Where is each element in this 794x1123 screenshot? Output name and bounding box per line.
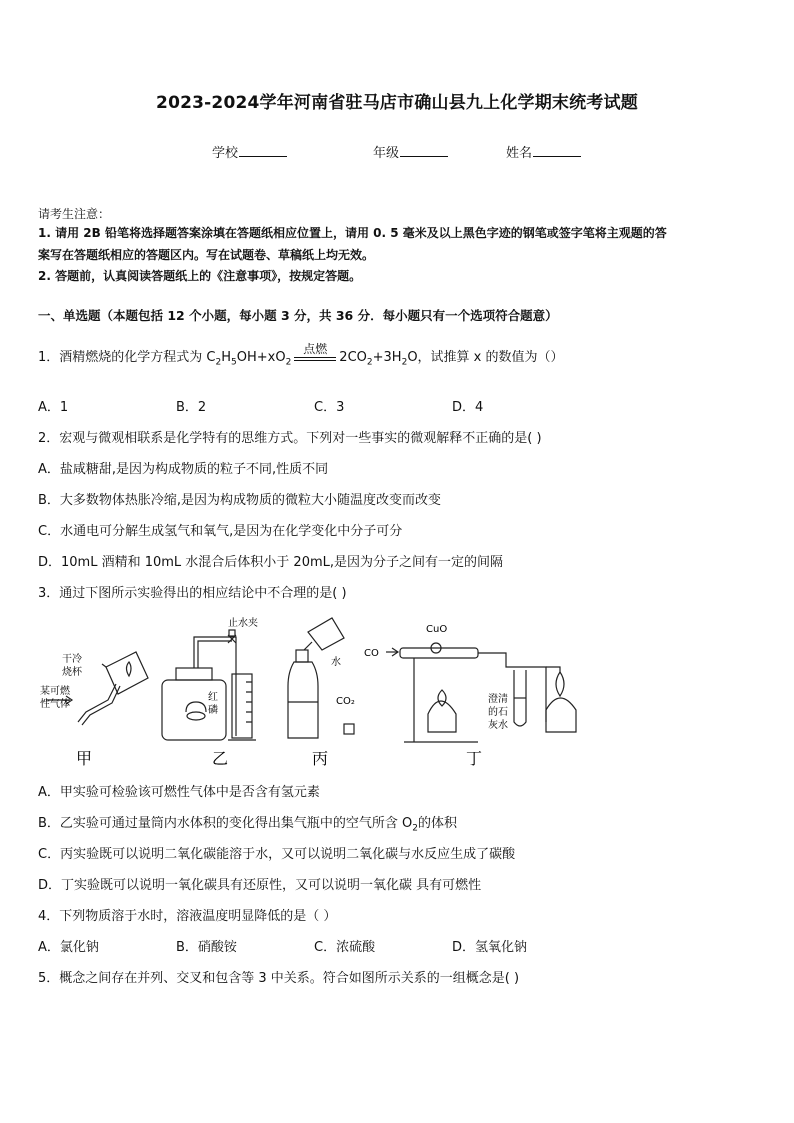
q1-option-c[interactable]: C．3: [314, 400, 345, 415]
pouring-beaker-icon: [304, 618, 344, 650]
notice-line-2: 2. 答题前，认真阅读答题纸上的《注意事项》，按规定答题。: [38, 269, 362, 283]
reaction-condition: 点燃: [303, 341, 328, 356]
label-clamp: 止水夹: [228, 618, 258, 629]
label-gas-1: 某可燃: [40, 686, 70, 697]
school-field[interactable]: [212, 142, 287, 161]
name-field[interactable]: [506, 142, 581, 161]
caption-ding: 丁: [466, 749, 483, 768]
label-lime-2: 的石: [488, 707, 508, 718]
page-title: 2023-2024学年河南省驻马店市确山县九上化学期末统考试题: [156, 93, 638, 113]
notice-line-1b: 案写在答题纸相应的答题区内。写在试题卷、草稿纸上均无效。: [38, 248, 375, 262]
label-co: CO: [364, 648, 379, 659]
q1-option-a[interactable]: A．1: [38, 400, 69, 415]
q3-stem: 3．通过下图所示实验得出的相应结论中不合理的是( ): [38, 586, 347, 601]
plastic-bottle-icon: [288, 650, 318, 738]
notice-heading: 请考生注意：: [38, 207, 111, 221]
alcohol-lamp-icon: [546, 667, 576, 732]
q4-stem: 4．下列物质溶于水时，溶液温度明显降低的是（ ）: [38, 909, 337, 924]
label-lime-3: 灰水: [488, 720, 508, 731]
q2-option-b[interactable]: B．大多数物体热胀冷缩,是因为构成物质的微粒大小随温度改变而改变: [38, 493, 442, 508]
caption-yi: 乙: [212, 749, 229, 768]
q2-option-d[interactable]: D．10mL 酒精和 10mL 水混合后体积小于 20mL,是因为分子之间有一定的间隔: [38, 555, 504, 570]
q4-option-d[interactable]: D．氢氧化钠: [452, 940, 528, 955]
school-blank[interactable]: [239, 144, 287, 157]
name-label: 姓名: [506, 146, 533, 161]
q4-option-b[interactable]: B．硝酸铵: [176, 940, 237, 955]
cap-icon: [344, 724, 354, 734]
label-cuo: CuO: [426, 624, 448, 635]
q5-stem: 5．概念之间存在并列、交叉和包含等 3 中关系。符合如图所示关系的一组概念是( ): [38, 971, 520, 986]
q1-stem: [38, 341, 564, 368]
reduction-tube-icon: [386, 643, 546, 722]
q1-products: $2CO_2+3H_2O$: [339, 350, 418, 368]
gas-bottle-icon: [162, 637, 236, 740]
label-phos-1: 红: [208, 692, 218, 703]
label-co2: CO₂: [336, 696, 355, 707]
label-gas-2: 性气体: [40, 699, 70, 710]
q4-option-c[interactable]: C．浓硫酸: [314, 940, 376, 955]
caption-jia: 甲: [76, 749, 93, 768]
q1-reactants: $C_2H_5OH+xO_2$: [206, 350, 292, 368]
q1-prefix: 1．酒精燃烧的化学方程式为: [38, 350, 207, 365]
q4-option-a[interactable]: A．氯化钠: [38, 940, 99, 955]
q2-stem: 2．宏观与微观相联系是化学特有的思维方式。下列对一些事实的微观解释不正确的是( ): [38, 431, 542, 446]
grade-label: 年级: [373, 146, 400, 161]
q1-suffix: ，试推算 x 的数值为（）: [417, 350, 564, 365]
test-tube-icon: [514, 670, 526, 726]
school-label: 学校: [212, 146, 239, 161]
q3-experiment-figure: [36, 612, 596, 772]
label-cup-2: 烧杯: [62, 667, 82, 678]
burner-stand-icon: [404, 658, 478, 742]
label-water: 水: [331, 657, 341, 668]
caption-bing: 丙: [312, 749, 329, 768]
q3-option-d[interactable]: D．丁实验既可以说明一氧化碳具有还原性，又可以说明一氧化碳 具有可燃性: [38, 878, 482, 893]
label-phos-2: 磷: [208, 705, 218, 716]
q3-option-c[interactable]: C．丙实验既可以说明二氧化碳能溶于水，又可以说明二氧化碳与水反应生成了碳酸: [38, 847, 516, 862]
label-cup-1: 干冷: [62, 654, 82, 665]
graduated-cylinder-icon: [228, 654, 256, 740]
q1-option-b[interactable]: B．2: [176, 400, 207, 415]
name-blank[interactable]: [533, 144, 581, 157]
grade-blank[interactable]: [400, 144, 448, 157]
q3-option-a[interactable]: A．甲实验可检验该可燃性气体中是否含有氢元素: [38, 785, 320, 800]
beaker-icon: [102, 652, 148, 694]
section-heading: 一、单选题（本题包括 12 个小题，每小题 3 分，共 36 分．每小题只有一个选项符合题意）: [38, 308, 558, 323]
q2-option-a[interactable]: A．盐咸糖甜,是因为构成物质的粒子不同,性质不同: [38, 462, 329, 477]
q2-option-c[interactable]: C．水通电可分解生成氢气和氧气,是因为在化学变化中分子可分: [38, 524, 403, 539]
notice-line-1a: 1. 请用 2B 铅笔将选择题答案涂填在答题纸相应位置上，请用 0. 5 毫米及以上黑色字迹的钢笔或签字笔将主观题的答: [38, 226, 667, 240]
grade-field[interactable]: [373, 142, 448, 161]
q3-option-b[interactable]: B．乙实验可通过量筒内水体积的变化得出集气瓶中的空气所含 $O_2$的体积: [38, 816, 458, 834]
reaction-arrow: [294, 341, 336, 365]
label-lime-1: 澄清: [488, 694, 508, 705]
q1-option-d[interactable]: D．4: [452, 400, 484, 415]
